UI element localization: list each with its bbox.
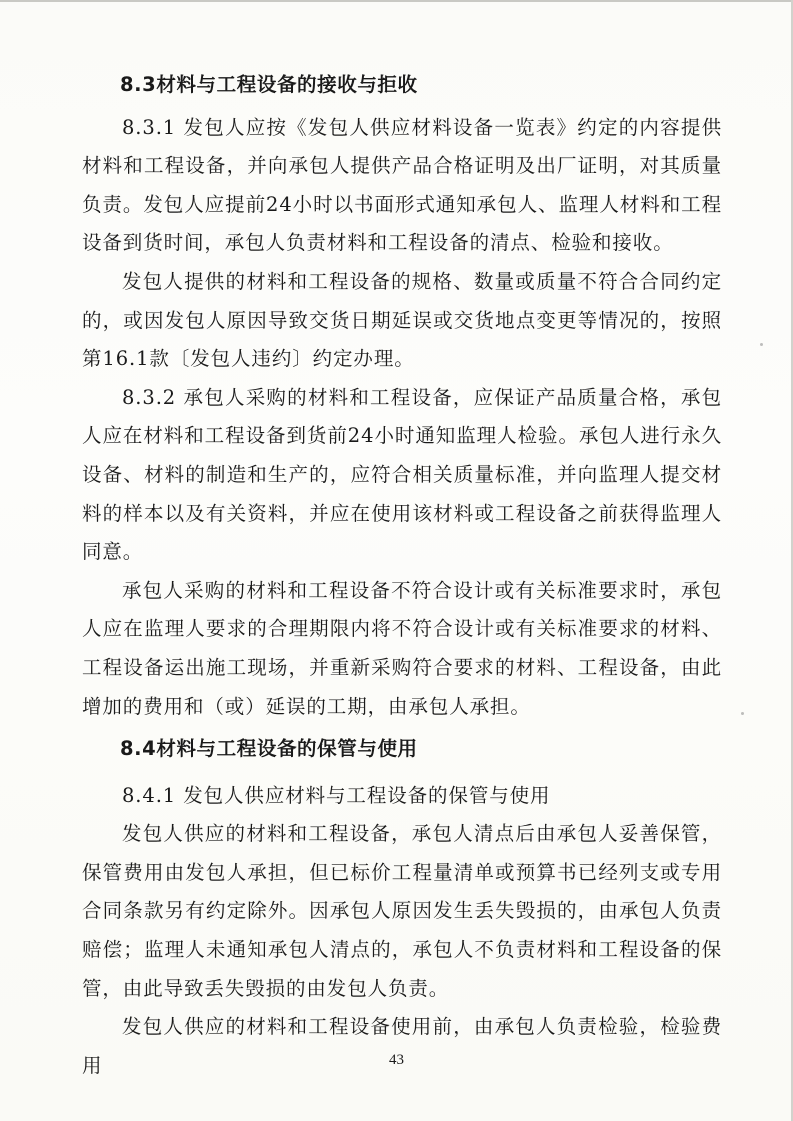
scan-speck [741,712,744,715]
page-number: 43 [389,1052,404,1068]
paragraph-8-3-1: 8.3.1 发包人应按《发包人供应材料设备一览表》约定的内容提供材料和工程设备，并向承包人提供产品合格证明及出厂证明，对其质量负责。发包人应提前24小时以书面形式通知承包人、监理人材料和工程设备到货时间，承包人负责材料和工程设备的清点、检验和接收。 [82,115,722,255]
paragraph-8-3-2-b: 承包人采购的材料和工程设备不符合设计或有关标准要求时，承包人应在监理人要求的合理期限内将不符合设计或有关标准要求的材料、工程设备运出施工现场，并重新采购符合要求的材料、工程设备，由此增加的费用和（或）延误的工期，由承包人承担。 [82,578,722,718]
paragraph-8-4-1-b: 发包人供应的材料和工程设备使用前，由承包人负责检验，检验费用 [82,1015,722,1077]
subsection-title-8-4-1: 8.4.1 发包人供应材料与工程设备的保管与使用 [122,783,551,807]
page-body [82,66,722,1085]
section-heading-8-4: 8.4材料与工程设备的保管与使用 [120,737,418,761]
paragraph-8-3-1-b: 发包人提供的材料和工程设备的规格、数量或质量不符合合同约定的，或因发包人原因导致交货日期延误或交货地点变更等情况的，按照第16.1款〔发包人违约〕约定办理。 [82,269,722,371]
paragraph-8-3-2: 8.3.2 承包人采购的材料和工程设备，应保证产品质量合格，承包人应在材料和工程设备到货前24小时通知监理人检验。承包人进行永久设备、材料的制造和生产的，应符合相关质量标准，并向监理人提交材料的样本以及有关资料，并应在使用该材料或工程设备之前获得监理人同意。 [82,385,722,564]
paragraph-8-4-1: 发包人供应的材料和工程设备，承包人清点后由承包人妥善保管，保管费用由发包人承担，但已标价工程量清单或预算书已经列支或专用合同条款另有约定除外。因承包人原因发生丢失毁损的，由承包人负责赔偿；监理人未通知承包人清点的，承包人不负责材料和工程设备的保管，由此导致丢失毁损的由发包人负责。 [82,822,722,1000]
scan-speck [760,343,763,346]
scan-edge-top [0,0,793,2]
section-heading-8-3: 8.3材料与工程设备的接收与拒收 [120,73,418,96]
